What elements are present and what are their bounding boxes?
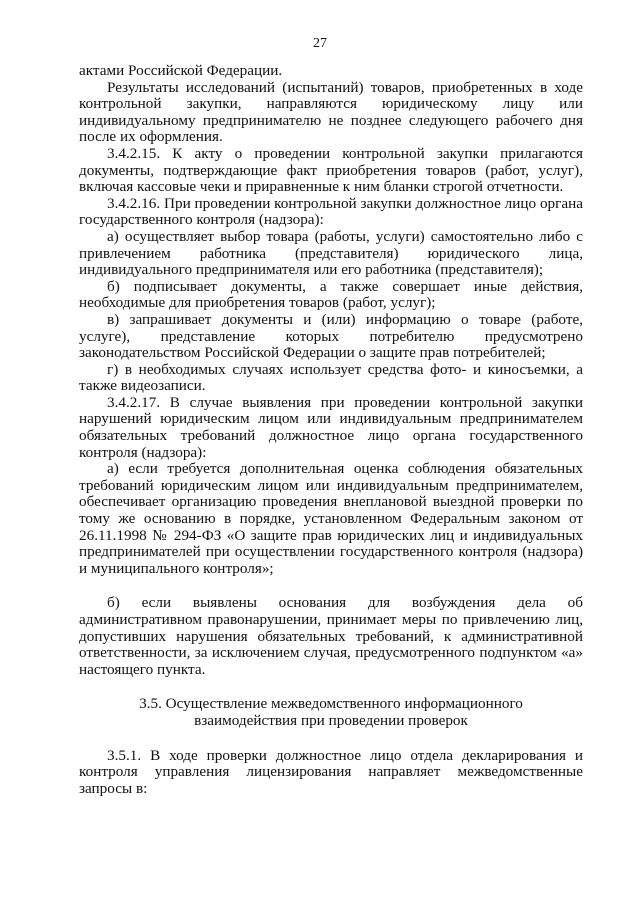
list-item: б) если выявлены основания для возбуждения дела об административном правонарушении, принимает меры по привлечению лиц, допустивших нарушения обязательных требований, к административной ответственности, за исключением случая, предусмотренного подпунктом «а» настоящего пункта. — [79, 594, 583, 678]
paragraph: 3.4.2.16. При проведении контрольной закупки должностное лицо органа государственного контроля (надзора): — [79, 194, 583, 229]
page-number: 27 — [313, 36, 327, 51]
paragraph: актами Российской Федерации. — [79, 62, 283, 79]
list-item: а) если требуется дополнительная оценка соблюдения обязательных требований юридическим лицом или индивидуальным предпринимателем, обеспечивает организацию проведения внеплановой выездной проверки по тому же основанию в порядке, установленном Федеральным законом от 26.11.1998 № 294-ФЗ «О защите прав юридических лиц и индивидуальных предпринимателей при осуществлении государственного контроля (надзора) и муниципального контроля»; — [79, 460, 583, 577]
paragraph: Результаты исследований (испытаний) товаров, приобретенных в ходе контрольной закупки, направляются юридическому лицу или индивидуальному предпринимателю не позднее следующего рабочего дня после их оформления. — [79, 78, 583, 146]
paragraph: 3.4.2.17. В случае выявления при проведении контрольной закупки нарушений юридическим лицом или индивидуальным предпринимателем обязательных требований должностное лицо органа государственного контроля (надзора): — [79, 393, 583, 461]
paragraph: 3.4.2.15. К акту о проведении контрольной закупки прилагаются документы, подтверждающие факт приобретения товаров (работ, услуг), включая кассовые чеки и приравненные к ним бланки строгой отчетности. — [79, 144, 583, 196]
spacer — [79, 577, 583, 595]
list-item: г) в необходимых случаях использует средства фото- и киносъемки, а также видеозаписи. — [79, 360, 583, 395]
section-heading-line-2: взаимодействия при проведении проверок — [194, 711, 468, 729]
section-heading-line-1: 3.5. Осуществление межведомственного информационного — [139, 695, 523, 713]
list-item: в) запрашивает документы и (или) информацию о товаре (работе, услуге), представление которых потребителю предусмотрено законодательством Российской Федерации о защите прав потребителей; — [79, 310, 583, 362]
list-item: б) подписывает документы, а также совершает иные действия, необходимые для приобретения товаров (работ, услуг); — [79, 277, 583, 312]
spacer — [79, 678, 583, 696]
list-item: а) осуществляет выбор товара (работы, услуги) самостоятельно либо с привлечением работника (представителя) юридического лица, индивидуального предпринимателя или его работника (представителя); — [79, 227, 583, 279]
paragraph: 3.5.1. В ходе проверки должностное лицо отдела декларирования и контроля управления лицензирования направляет межведомственные запросы в: — [79, 746, 583, 797]
spacer — [79, 730, 583, 748]
document-body — [79, 63, 583, 797]
